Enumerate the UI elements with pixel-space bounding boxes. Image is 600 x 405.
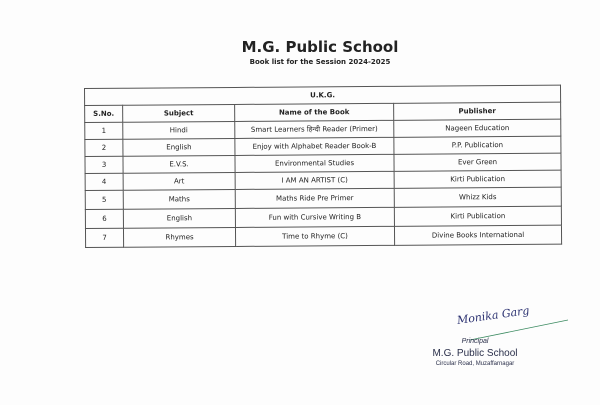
col-subject: Subject <box>123 104 235 122</box>
cell-book-name: I AM AN ARTIST (C) <box>235 171 394 189</box>
cell-publisher: Divine Books International <box>394 225 561 245</box>
cell-sno: 4 <box>85 173 123 190</box>
cell-publisher: Whizz Kids <box>394 187 561 207</box>
school-title: M.G. Public School <box>241 38 399 56</box>
cell-publisher: Kirti Publication <box>394 206 561 226</box>
cell-publisher: P.P. Publication <box>394 136 561 154</box>
cell-sno: 1 <box>85 122 123 139</box>
col-sno: S.No. <box>85 105 123 122</box>
signatory-title: Principal <box>461 338 489 345</box>
book-list-table <box>84 85 562 248</box>
session-subtitle: Book list for the Session 2024-2025 <box>249 58 391 66</box>
cell-book-name: Enjoy with Alphabet Reader Book-B <box>235 137 394 155</box>
col-publisher: Publisher <box>394 102 561 120</box>
cell-subject: Rhymes <box>123 227 235 247</box>
cell-book-name: Maths Ride Pre Primer <box>235 188 394 208</box>
cell-sno: 6 <box>85 209 123 228</box>
cell-book-name: Fun with Cursive Writing B <box>235 207 394 227</box>
cell-book-name: Smart Learners हिन्दी Reader (Primer) <box>235 120 394 138</box>
cell-subject: Art <box>123 172 235 190</box>
cell-book-name: Environmental Studies <box>235 154 394 172</box>
class-label: U.K.G. <box>85 85 561 105</box>
cell-subject: Hindi <box>123 121 235 139</box>
cell-subject: English <box>123 208 235 228</box>
cell-subject: E.V.S. <box>123 155 235 173</box>
cell-sno: 2 <box>85 139 123 156</box>
signatory-address: Circular Road, Muzaffarnagar <box>435 361 515 367</box>
cell-sno: 5 <box>85 190 123 209</box>
table-row <box>85 225 561 247</box>
signatory-school: M.G. Public School <box>432 348 518 359</box>
cell-subject: Maths <box>123 189 235 209</box>
signature-name: Monika Garg <box>456 303 531 327</box>
cell-publisher: Ever Green <box>394 153 561 171</box>
cell-publisher: Kirti Publication <box>394 170 561 188</box>
cell-sno: 3 <box>85 156 123 173</box>
col-book: Name of the Book <box>235 103 394 121</box>
cell-book-name: Time to Rhyme (C) <box>235 226 394 246</box>
cell-publisher: Nageen Education <box>394 119 561 137</box>
cell-subject: English <box>123 138 235 156</box>
cell-sno: 7 <box>85 228 123 247</box>
